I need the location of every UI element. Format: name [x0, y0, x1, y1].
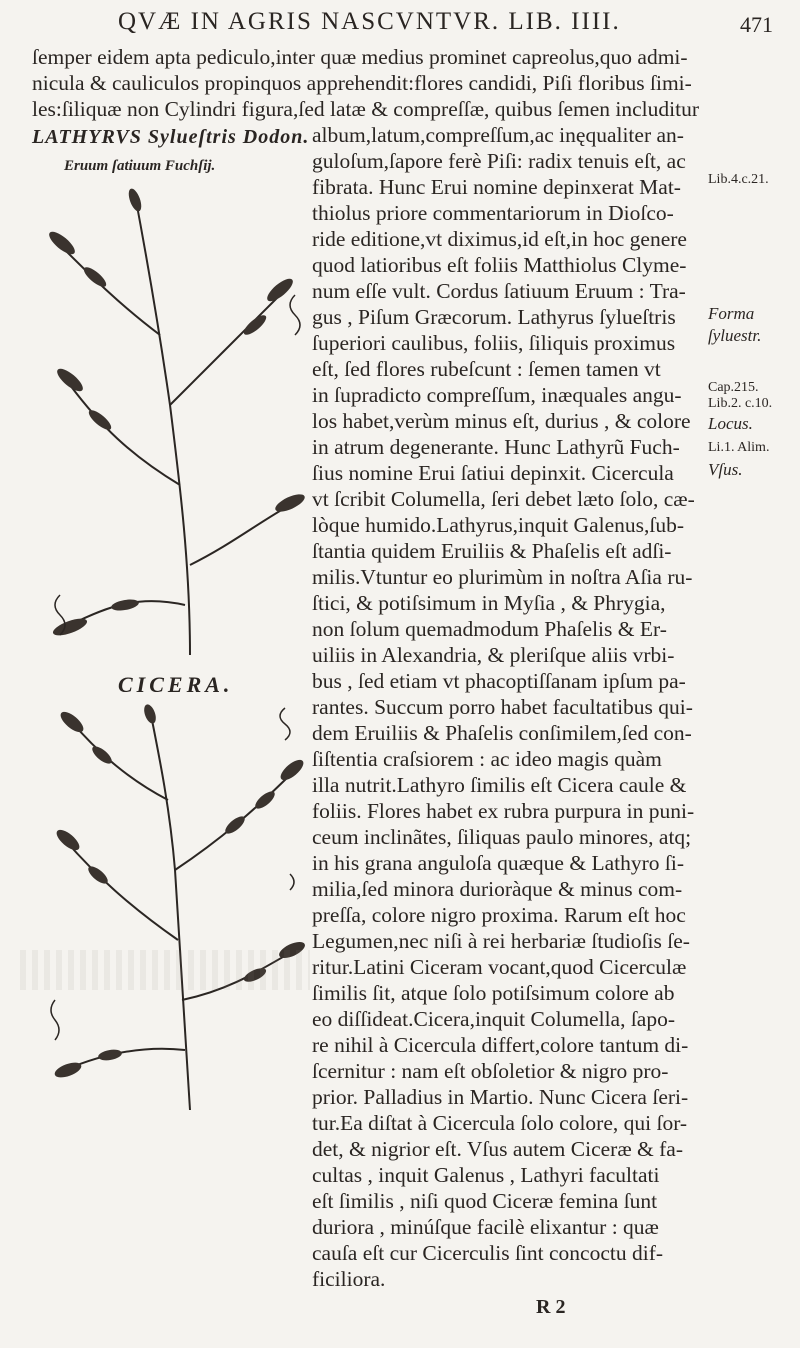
- text-line: tur.Ea diſtat à Cicercula ſolo colore, qui ſor-: [312, 1111, 688, 1135]
- text-line: non ſolum quemadmodum Phaſelis & Er-: [312, 617, 667, 641]
- text-line: los habet,verùm minus eſt, durius , & colore: [312, 409, 691, 433]
- text-line: in his grana anguloſa quæque & Lathyro ſi-: [312, 851, 684, 875]
- text-line: ſemper eidem apta pediculo,inter quæ medius prominet capreolus,quo admi-: [32, 45, 688, 69]
- lathyrus-caption: LATHYRVS Sylueſtris Dodon.: [32, 126, 310, 148]
- eruum-caption: Eruum ſatiuum Fuchſij.: [64, 158, 216, 174]
- margin-note-ref4: Li.1. Alim.: [708, 440, 770, 455]
- text-line: uiliis in Alexandria, & pleriſque aliis vrbi-: [312, 643, 675, 667]
- text-line: eo diſſideat.Cicera,inquit Columella, ſapo-: [312, 1007, 676, 1031]
- page-number: 471: [740, 12, 773, 37]
- text-line: ficiliora.: [312, 1267, 386, 1291]
- text-line: ritur.Latini Ciceram vocant,quod Cicerculæ: [312, 955, 687, 979]
- text-line: foliis. Flores habet ex rubra purpura in puni-: [312, 799, 695, 823]
- margin-note-ref1: Lib.4.c.21.: [708, 172, 769, 187]
- text-line: ſtantia quidem Eruiliis & Phaſelis eſt adſi-: [312, 539, 672, 563]
- margin-note-sylvest: ſyluestr.: [708, 326, 762, 345]
- text-line: ſimilis ſit, atque ſolo potiſsimum colore ab: [312, 981, 675, 1005]
- text-line: ſiſtentia craſsiorem : ac ideo magis quàm: [312, 747, 662, 771]
- text-line: thiolus priore commentariorum in Dioſco-: [312, 201, 674, 225]
- text-line: illa nutrit.Lathyro ſimilis eſt Cicera caule &: [312, 773, 687, 797]
- margin-note-vsus: Vſus.: [708, 460, 743, 479]
- text-line: gus , Piſum Græcorum. Lathyrus ſylueſtris: [312, 305, 676, 329]
- text-line: cultas , inquit Galenus , Lathyri facultati: [312, 1163, 660, 1187]
- cicera-caption: CICERA.: [118, 672, 234, 697]
- text-line: ſcernitur : nam eſt obſoletior & nigro pro-: [312, 1059, 669, 1083]
- running-head: QVÆ IN AGRIS NASCVNTVR. LIB. IIII.: [118, 8, 621, 35]
- text-line: nicula & cauliculos propinquos apprehendit:flores candidi, Piſi floribus ſimi-: [32, 71, 692, 95]
- text-line: milia,ſed minora durioràque & minus com-: [312, 877, 683, 901]
- text-line: ride editione,vt diximus,id eſt,in hoc genere: [312, 227, 687, 251]
- text-line: cauſa eſt cur Cicerculis ſint concoctu dif-: [312, 1241, 664, 1265]
- text-line: milis.Vtuntur eo plurimùm in noſtra Aſia ru-: [312, 565, 693, 589]
- lathyrus-woodcut: [40, 185, 310, 665]
- text-line: quod latioribus eſt foliis Matthiolus Clyme-: [312, 253, 687, 277]
- text-line: ſuperiori caulibus, foliis, ſiliquis proximus: [312, 331, 676, 355]
- text-line: Legumen,nec niſi à rei herbariæ ſtudioſis ſe-: [312, 929, 690, 953]
- margin-note-locus: Locus.: [708, 414, 753, 433]
- text-line: lòque humido.Lathyrus,inquit Galenus,ſub-: [312, 513, 685, 537]
- text-line: les:ſiliquæ non Cylindri figura,ſed latæ & compreſſæ, quibus ſemen includitur: [32, 97, 700, 121]
- text-line: prior. Palladius in Martio. Nunc Cicera ſeri-: [312, 1085, 689, 1109]
- text-line: bus , ſed etiam vt phacoptiſſanam ipſum pa-: [312, 669, 686, 693]
- text-line: in atrum degenerante. Hunc Lathyrũ Fuch-: [312, 435, 680, 459]
- text-line: num eſſe vult. Cordus ſatiuum Eruum : Tra-: [312, 279, 686, 303]
- cicera-woodcut: [40, 700, 310, 1120]
- text-line: album,latum,compreſſum,ac inęqualiter an-: [312, 123, 684, 147]
- text-line: guloſum,ſapore ferè Piſi: radix tenuis eſt, ac: [312, 149, 686, 173]
- text-line: vt ſcribit Columella, ſeri debet læto ſolo, cæ-: [312, 487, 695, 511]
- text-line: ſius nomine Erui ſatiui depinxit. Cicercula: [312, 461, 674, 485]
- margin-note-ref2: Cap.215.: [708, 380, 759, 395]
- text-line: in ſupradicto compreſſum, inæquales angu-: [312, 383, 682, 407]
- text-line: rantes. Succum porro habet facultatibus qui-: [312, 695, 693, 719]
- margin-note-ref3: Lib.2. c.10.: [708, 396, 773, 411]
- text-line: duriora , minúſque facilè elixantur : quæ: [312, 1215, 659, 1239]
- text-line: ceum inclinãtes, ſiliquas paulo minores, atq;: [312, 825, 692, 849]
- catchword: R 2: [536, 1296, 566, 1318]
- text-line: re nihil à Cicercula differt,colore tantum di-: [312, 1033, 689, 1057]
- show-through-texture: [20, 950, 310, 990]
- text-line: det, & nigrior eſt. Vſus autem Ciceræ & fa-: [312, 1137, 683, 1161]
- text-line: fibrata. Hunc Erui nomine depinxerat Mat-: [312, 175, 681, 199]
- text-line: dem Eruiliis & Phaſelis conſimilem,ſed con-: [312, 721, 692, 745]
- text-line: preſſa, colore nigro proxima. Rarum eſt hoc: [312, 903, 686, 927]
- margin-note-forma: Forma: [708, 304, 755, 323]
- text-line: ſtici, & potiſsimum in Myſia , & Phrygia,: [312, 591, 666, 615]
- text-line: eſt, ſed flores rubeſcunt : ſemen tamen vt: [312, 357, 661, 381]
- text-line: eſt ſimilis , niſi quod Ciceræ femina ſunt: [312, 1189, 658, 1213]
